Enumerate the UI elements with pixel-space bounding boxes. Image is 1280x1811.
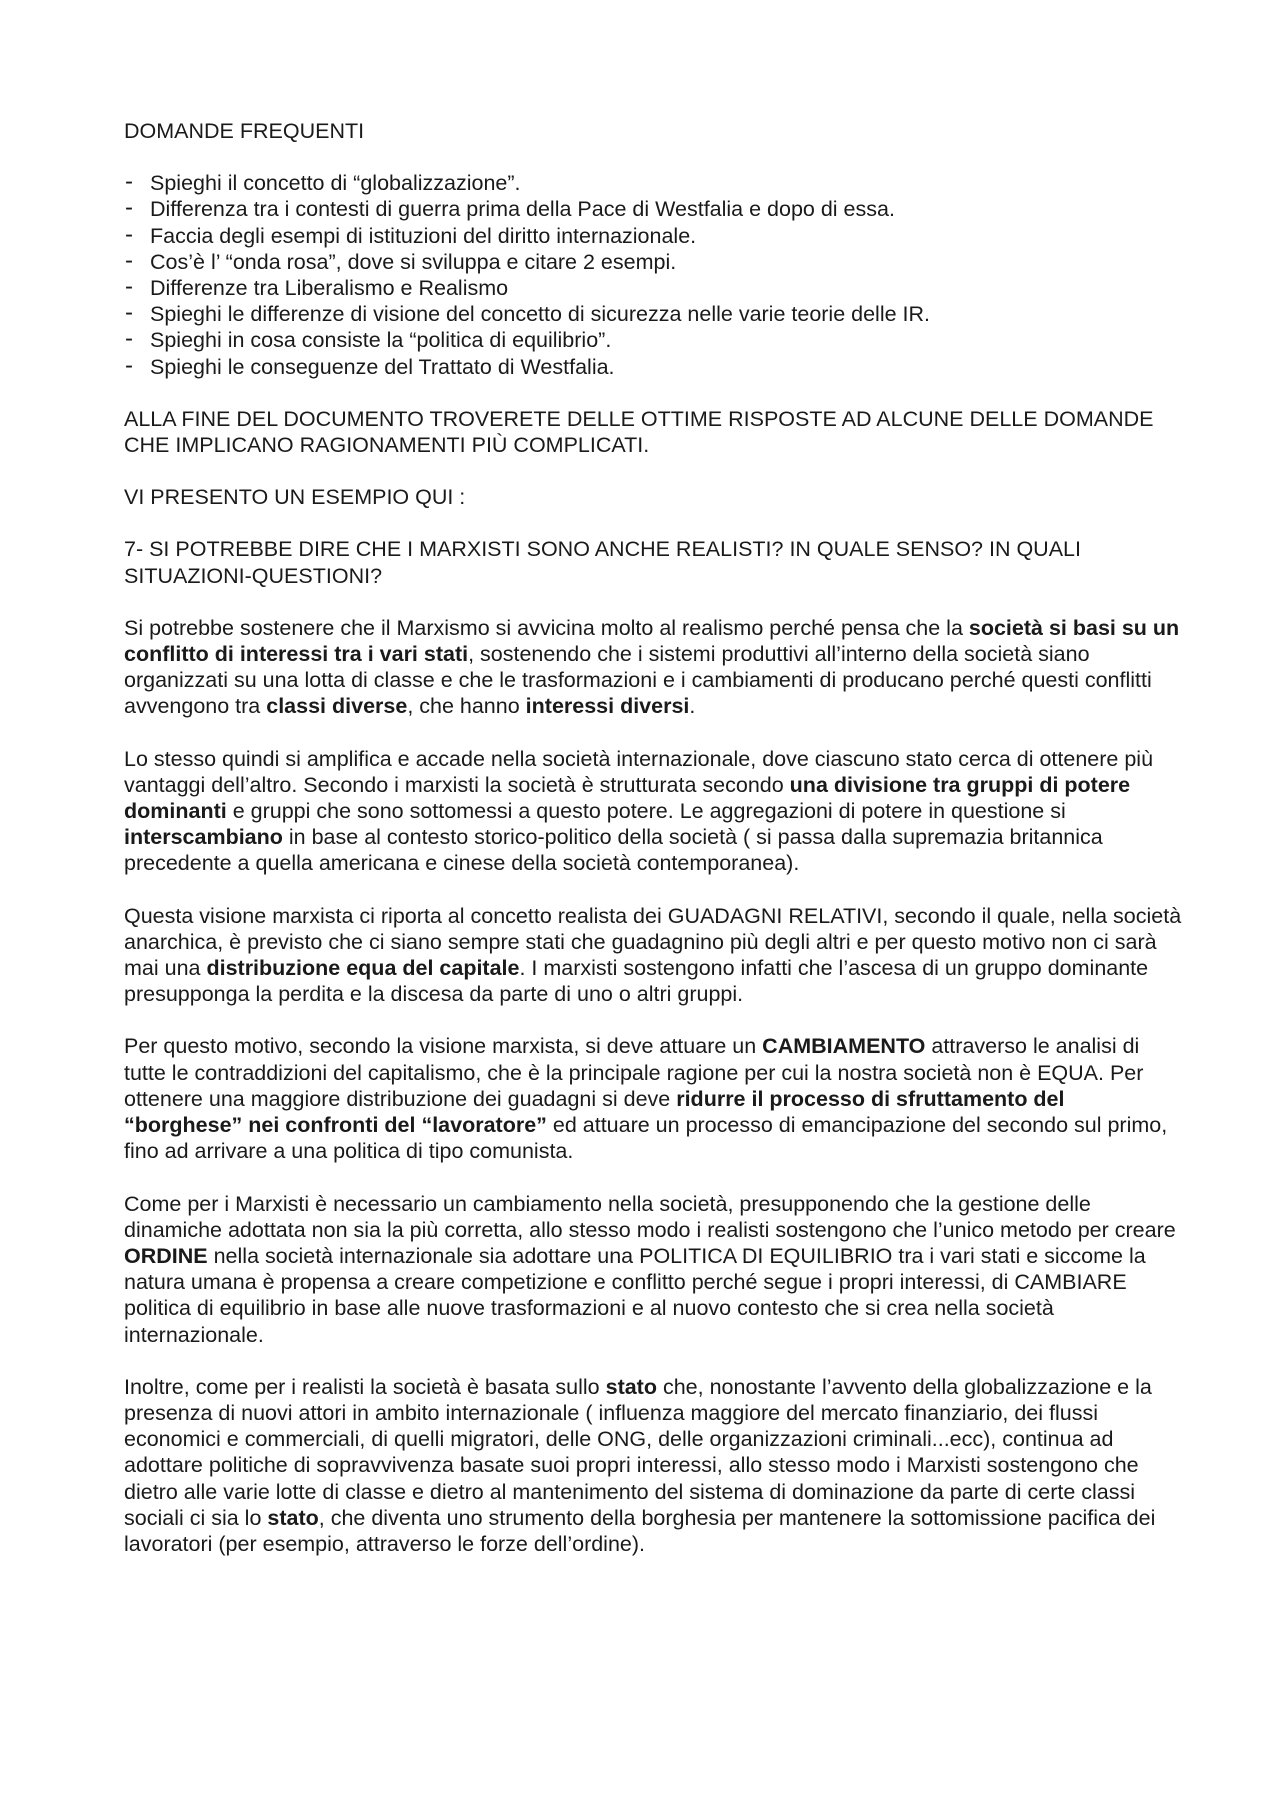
document-page — [124, 118, 1184, 1557]
paragraph-text: Inoltre, come per i realisti la società è basata sullo — [124, 1374, 606, 1399]
example-intro: VI PRESENTO UN ESEMPIO QUI : — [124, 485, 466, 510]
paragraph-text: nella società internazionale sia adottare una POLITICA DI EQUILIBRIO tra i vari stati e siccome la natura umana è propensa a creare competizione e conflitto perché segue i propri interessi, di CAMBIARE politica di equilibrio in base alle nuove trasformazioni e al nuovo contesto che si crea nella società internazionale. — [124, 1243, 1146, 1347]
bold-emphasis: ORDINE — [124, 1243, 208, 1268]
paragraph-text: , sostenendo che i sistemi produttivi all’interno della società siano organizzati su una lotta di classe e che le trasformazioni e i cambiamenti di producano perché questi conflitti avvengono tra — [124, 642, 1152, 719]
answer-paragraph-3 — [124, 903, 1184, 1008]
paragraph-text: , che hanno — [407, 694, 526, 719]
paragraph-text: e gruppi che sono sottomessi a questo potere. Le aggregazioni di potere in questione si — [226, 799, 1066, 824]
list-item: - Spieghi in cosa consiste la “politica di equilibrio”. — [124, 327, 1184, 353]
list-item: - Spieghi le differenze di visione del concetto di sicurezza nelle varie teorie delle IR. — [124, 301, 1184, 327]
paragraph-text: Si potrebbe sostenere che il Marxismo si avvicina molto al realismo perché pensa che la — [124, 615, 969, 640]
paragraph-text: Lo stesso quindi si amplifica e accade nella società internazionale, dove ciascuno stato cerca di ottenere più vantaggi dell’altro. Secondo i marxisti la società è strutturata secondo — [124, 746, 1154, 797]
example-question: 7- SI POTREBBE DIRE CHE I MARXISTI SONO ANCHE REALISTI? IN QUALE SENSO? IN QUALI SITUAZIONI-QUESTIONI? — [124, 537, 1081, 588]
paragraph-text: che, nonostante l’avvento della globalizzazione e la presenza di nuovi attori in ambito internazionale ( influenza maggiore del mercato finanziario, dei flussi economici e commerciali, di quelli migratori, delle ONG, delle organizzazioni criminali...ecc), continua ad adottare politiche di sopravvivenza basate suoi propri interessi, allo stesso modo i Marxisti sostengono che dietro alle varie lotte di classe e dietro al mantenimento del sistema di dominazione da parte di certe classi sociali ci sia lo — [124, 1374, 1152, 1530]
bold-emphasis: stato — [267, 1505, 319, 1530]
paragraph-text: Come per i Marxisti è necessario un cambiamento nella società, presupponendo che la gestione delle dinamiche adottata non sia la più corretta, allo stesso modo i realisti sostengono che l’unico metodo per creare — [124, 1191, 1176, 1242]
bold-emphasis: una divisione tra gruppi di potere dominanti — [124, 772, 1131, 824]
bold-emphasis: stato — [605, 1374, 657, 1399]
bold-emphasis: società si basi su un conflitto di interessi tra i vari stati — [124, 615, 1180, 667]
list-item: - Spieghi le conseguenze del Trattato di Westfalia. — [124, 354, 1184, 380]
notice-paragraph: ALLA FINE DEL DOCUMENTO TROVERETE DELLE OTTIME RISPOSTE AD ALCUNE DELLE DOMANDE CHE IMPLICANO RAGIONAMENTI PIÙ COMPLICATI. — [124, 406, 1154, 458]
list-item: - Differenza tra i contesti di guerra prima della Pace di Westfalia e dopo di essa. — [124, 196, 1184, 222]
paragraph-text: Questa visione marxista ci riporta al concetto realista dei GUADAGNI RELATIVI, secondo il quale, nella società anarchica, è previsto che ci siano sempre stati che guadagnino più degli altri e per questo motivo non ci sarà mai una — [124, 903, 1182, 981]
bold-emphasis: distribuzione equa del capitale — [206, 956, 520, 981]
list-item: - Differenze tra Liberalismo e Realismo — [124, 275, 1184, 301]
list-item: - Spieghi il concetto di “globalizzazione”. — [124, 170, 1184, 196]
answer-paragraph-4 — [124, 1033, 1184, 1164]
paragraph-text: attraverso le analisi di tutte le contraddizioni del capitalismo, che è la principale ragione per cui la nostra società non è EQUA. Per ottenere una maggiore distribuzione dei guadagni si deve — [124, 1034, 1144, 1111]
bold-emphasis: CAMBIAMENTO — [762, 1034, 926, 1059]
bold-emphasis: ridurre il processo di sfruttamento del “borghese” nei confronti del “lavoratore” — [124, 1086, 1065, 1138]
answer-paragraph-1 — [124, 615, 1184, 720]
paragraph-text: Per questo motivo, secondo la visione marxista, si deve attuare un — [124, 1034, 763, 1059]
list-item: - Faccia degli esempi di istituzioni del diritto internazionale. — [124, 223, 1184, 249]
paragraph-text: in base al contesto storico-politico della società ( si passa dalla supremazia britannica precedente a quella americana e cinese della società contemporanea). — [124, 825, 1103, 876]
answer-paragraph-2 — [124, 746, 1184, 877]
bold-emphasis: classi diverse — [266, 694, 408, 719]
paragraph-text: . — [689, 694, 696, 719]
section-heading: DOMANDE FREQUENTI — [124, 119, 365, 143]
frequent-questions-list — [124, 170, 1184, 380]
paragraph-text: ed attuare un processo di emancipazione del secondo sul primo, fino ad arrivare a una politica di tipo comunista. — [124, 1113, 1168, 1164]
list-item: - Cos’è l’ “onda rosa”, dove si sviluppa e citare 2 esempi. — [124, 249, 1184, 275]
paragraph-text: . I marxisti sostengono infatti che l’ascesa di un gruppo dominante presupponga la perdita e la discesa da parte di uno o altri gruppi. — [124, 956, 1149, 1007]
bold-emphasis: interscambiano — [124, 825, 283, 850]
answer-paragraph-5 — [124, 1191, 1184, 1348]
bold-emphasis: interessi diversi — [525, 694, 690, 719]
answer-paragraph-6 — [124, 1374, 1184, 1557]
paragraph-text: , che diventa uno strumento della borghesia per mantenere la sottomissione pacifica dei lavoratori (per esempio, attraverso le forze dell’ordine). — [124, 1505, 1156, 1556]
